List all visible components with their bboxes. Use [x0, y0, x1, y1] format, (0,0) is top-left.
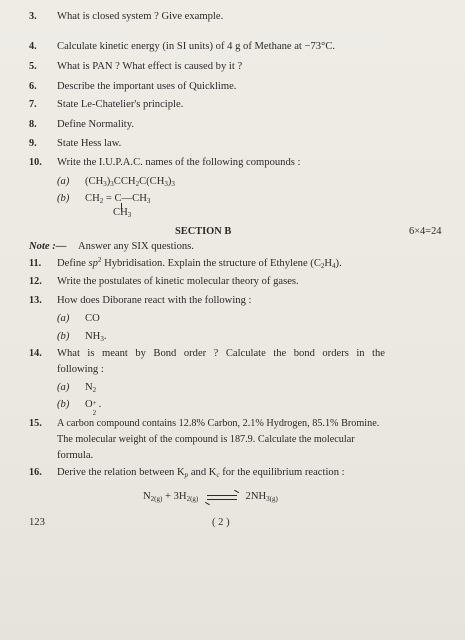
note-label: Note :—: [29, 241, 67, 252]
question-text: Calculate kinetic energy (in SI units) of 4 g of Methane at −73°C.: [57, 41, 336, 52]
option-label: (b): [57, 193, 70, 204]
section-marks: 6×4=24: [409, 226, 442, 237]
question-text: Derive the relation between $K_p$ and $K_c$ for the equilibrium reaction :: [57, 467, 345, 479]
question-text: What is meant by Bond order ? Calculate the bond orders in the: [57, 348, 385, 359]
question-number: 7.: [29, 99, 37, 110]
question-text: What is closed system ? Give example.: [57, 11, 224, 22]
question-text: Write the postulates of kinetic molecular theory of gases.: [57, 276, 299, 287]
question-number: 14.: [29, 348, 42, 359]
formula-a: $(CH_3)_3CCH_2C(CH_3)_3$: [85, 176, 175, 188]
option-text: CO: [85, 313, 100, 324]
question-number: 9.: [29, 138, 37, 149]
question-text: A carbon compound contains 12.8% Carbon, 2.1% Hydrogen, 85.1% Bromine.: [57, 418, 380, 429]
question-number: 11.: [29, 258, 42, 269]
question-text: Define $sp^2$ Hybridisation. Explain the structure of Ethylene $(C_2H_4)$.: [57, 256, 342, 270]
page-number: ( 2 ): [212, 517, 230, 528]
question-number: 4.: [29, 41, 37, 52]
question-text: Define Normality.: [57, 119, 134, 130]
note-text: Answer any SIX questions.: [78, 241, 194, 252]
question-number: 3.: [29, 11, 37, 22]
question-number: 8.: [29, 119, 37, 130]
question-number: 5.: [29, 61, 37, 72]
question-number: 10.: [29, 157, 42, 168]
exam-page: 3. What is closed system ? Give example. 4. Calculate kinetic energy (in SI units) of 4 g of Methane at −73°C. 5. What is PAN ? What effect is caused by it ? 6. Describe the important uses of Quicklime. 7. State Le-Chatelier's principle. 8. Define Normality. 9. State Hess law. 10. Write the I.U.P.A.C. names of the following compounds : (a) $(CH_3)_3CCH_2C(CH_3)_3$ (b) $CH_2$ = $C—CH_3$ $CH_3$ SECTION B 6×4=24 Note :— Answer any SIX questions. 11. Define $sp^2$ Hybridisation. Explain the structure of Ethylene $(C_2H_4)$. 12. Write the postulates of kinetic molecular theory of gases. 13. How does Diborane react with the following : (a) CO (b) $NH_3$. 14. What is meant by Bond order ? Calculate the bond orders in the following : (a) $N_2$ (b) O + 2 . 15. A carbon compound contains 12.8% Carbon, 2.1% Hydrogen, 85.1% Bromine. The molecular weight of the compound is 187.9. Calculate the molecular formula. 16. Derive the relation between $K_p$ and $K_c$ for the equilibrium reaction : $N_{2(g)} + 3H_{2(g)}$ $2NH_{3(g)}$ 123 ( 2 ): [0, 0, 465, 640]
question-number: 12.: [29, 276, 42, 287]
question-text: How does Diborane react with the following :: [57, 295, 252, 306]
question-text: What is PAN ? What effect is caused by it ?: [57, 61, 243, 72]
option-label: (b): [57, 399, 70, 410]
question-number: 15.: [29, 418, 42, 429]
option-text: $NH_3$.: [85, 331, 107, 343]
question-text: State Le-Chatelier's principle.: [57, 99, 184, 110]
formula-b-branch: $CH_3$: [113, 207, 132, 219]
page-code: 123: [29, 517, 45, 528]
option-text: O + 2 .: [85, 399, 102, 417]
question-text: Describe the important uses of Quicklime.: [57, 81, 237, 92]
question-number: 13.: [29, 295, 42, 306]
question-text: State Hess law.: [57, 138, 122, 149]
option-label: (a): [57, 313, 70, 324]
question-text: Write the I.U.P.A.C. names of the following compounds :: [57, 157, 301, 168]
equilibrium-arrow-icon: [207, 493, 237, 501]
question-number: 6.: [29, 81, 37, 92]
equilibrium-equation: $N_{2(g)} + 3H_{2(g)}$ $2NH_{3(g)}$: [143, 491, 278, 503]
option-text: $N_2$: [85, 382, 97, 394]
option-label: (a): [57, 382, 70, 393]
question-number: 16.: [29, 467, 42, 478]
section-title: SECTION B: [175, 226, 232, 237]
formula-b: $CH_2$ = $C—CH_3$: [85, 193, 151, 205]
option-label: (b): [57, 331, 70, 342]
option-label: (a): [57, 176, 70, 187]
